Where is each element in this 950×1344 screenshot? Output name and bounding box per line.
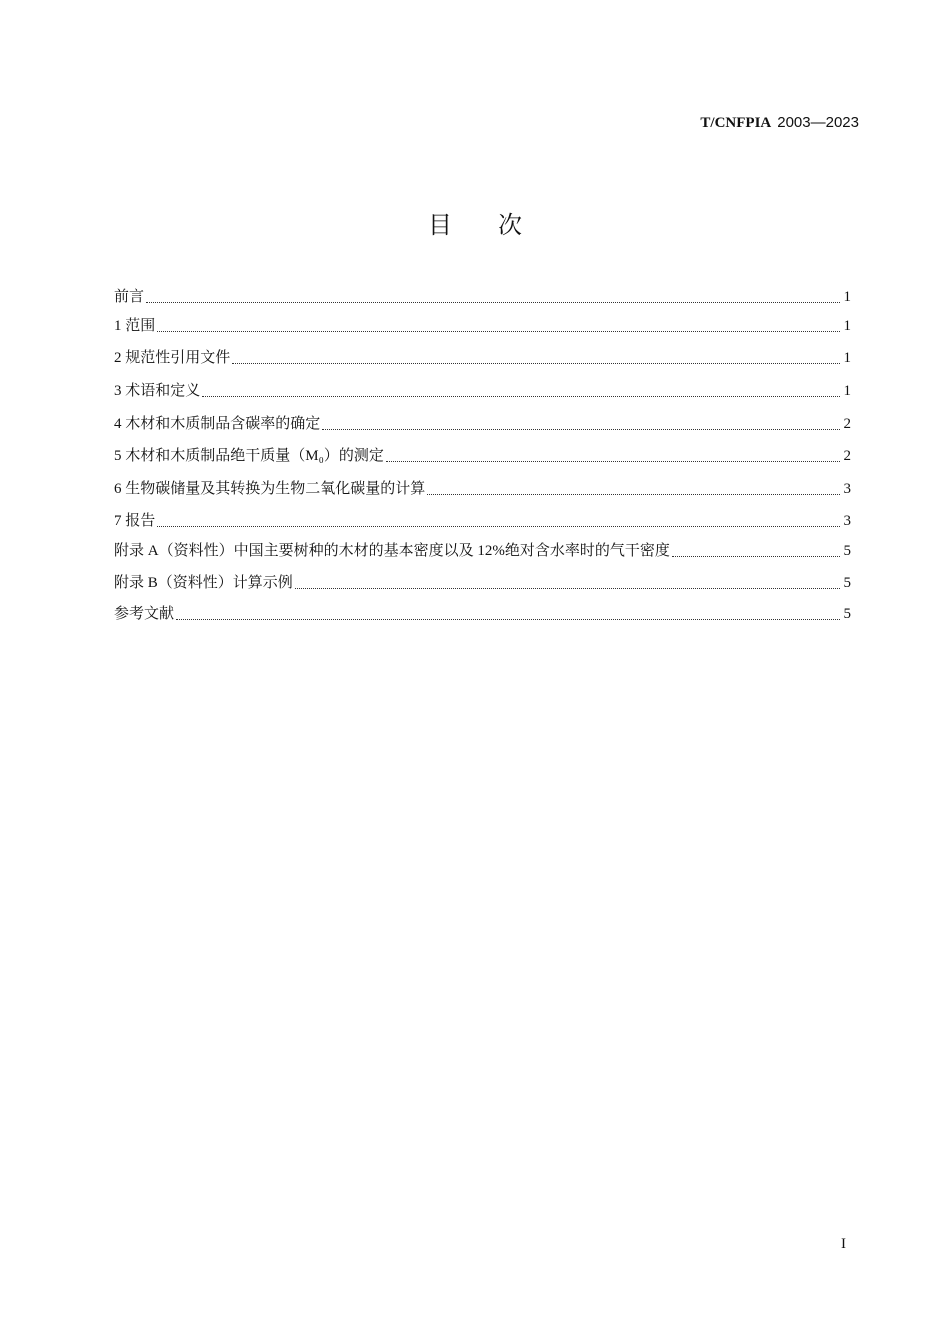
toc-entry-page: 5	[843, 543, 851, 559]
page-number: I	[841, 1236, 846, 1252]
toc-entry-biogenic-carbon[interactable]	[114, 478, 851, 500]
toc-entry-oven-dry-mass[interactable]	[114, 445, 851, 467]
toc-entry-label: 参考文献	[114, 606, 175, 622]
toc-entry-page: 3	[843, 513, 851, 529]
toc-entry-annex-a[interactable]	[114, 540, 851, 562]
dot-leader	[672, 556, 840, 557]
toc-entry-label: 6 生物碳储量及其转换为生物二氧化碳量的计算	[114, 481, 426, 497]
toc-entry-page: 2	[843, 416, 851, 432]
toc-entry-label: 3 术语和定义	[114, 383, 201, 399]
toc-entry-scope[interactable]	[114, 315, 851, 337]
toc-entry-foreword[interactable]	[114, 286, 851, 308]
toc-entry-label: 附录 B（资料性）计算示例	[114, 575, 293, 591]
org-code: T/CNFPIA	[700, 115, 772, 131]
dot-leader	[232, 363, 840, 364]
toc-entry-page: 1	[843, 350, 851, 366]
doc-number: 2003—2023	[777, 114, 859, 131]
dot-leader	[295, 588, 840, 589]
toc-entry-label: 5 木材和木质制品绝干质量（M₀）的测定	[114, 448, 384, 464]
dot-leader	[157, 331, 840, 332]
dot-leader	[322, 429, 840, 430]
toc-entry-page: 1	[843, 383, 851, 399]
toc-entry-page: 2	[843, 448, 851, 464]
dot-leader	[146, 302, 840, 303]
toc-entry-label: 前言	[114, 289, 145, 305]
toc-entry-page: 1	[843, 289, 851, 305]
document-code	[700, 114, 859, 132]
dot-leader	[386, 461, 840, 462]
toc-entry-page: 3	[843, 481, 851, 497]
toc-entry-label: 4 木材和木质制品含碳率的确定	[114, 416, 321, 432]
toc-entry-label: 1 范围	[114, 318, 156, 334]
toc-entry-normative-references[interactable]	[114, 347, 851, 369]
toc-entry-terms-definitions[interactable]	[114, 380, 851, 402]
dot-leader	[427, 494, 840, 495]
toc-title: 目次	[428, 211, 568, 239]
dot-leader	[202, 396, 840, 397]
toc-entry-bibliography[interactable]	[114, 603, 851, 625]
toc-entry-page: 5	[843, 575, 851, 591]
toc-entry-label: 7 报告	[114, 513, 156, 529]
toc-entry-label: 附录 A（资料性）中国主要树种的木材的基本密度以及 12%绝对含水率时的气干密度	[114, 543, 670, 559]
toc-entry-label: 2 规范性引用文件	[114, 350, 231, 366]
dot-leader	[176, 619, 840, 620]
toc-entry-carbon-content[interactable]	[114, 413, 851, 435]
dot-leader	[157, 526, 840, 527]
toc-entry-page: 1	[843, 318, 851, 334]
toc-entry-page: 5	[843, 606, 851, 622]
toc-entry-annex-b[interactable]	[114, 572, 851, 594]
toc-entry-report[interactable]	[114, 510, 851, 532]
